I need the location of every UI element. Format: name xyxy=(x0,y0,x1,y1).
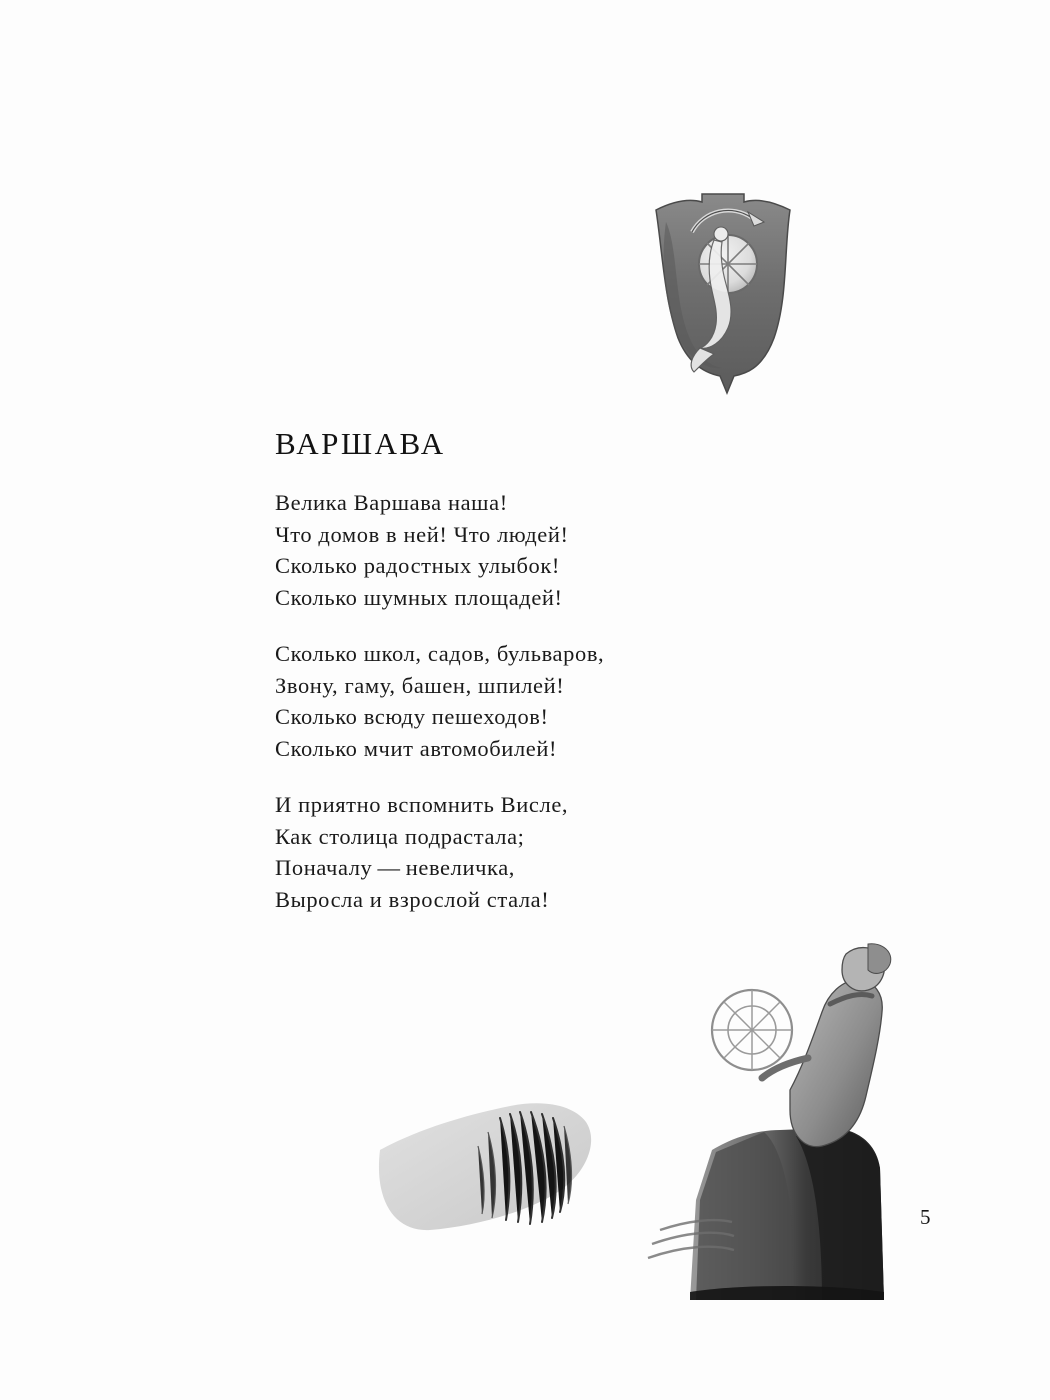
poem-line: Как столица подрастала; xyxy=(275,823,525,849)
poem-line: Сколько радостных улыбок! xyxy=(275,553,560,578)
stanza xyxy=(275,789,835,915)
page-number: 5 xyxy=(920,1205,931,1229)
poem-line: И приятно вспомнить Висле, xyxy=(275,792,569,817)
page-title: ВАРШАВА xyxy=(275,425,446,461)
poem-line: Звону, гаму, башен, шпилей! xyxy=(275,672,565,698)
poem-line: Сколько всюду пешеходов! xyxy=(275,704,549,729)
poem-line: Сколько шумных площадей! xyxy=(275,584,563,610)
poem-line: Поначалу — невеличка, xyxy=(275,855,516,880)
warsaw-mermaid-monument-illustration xyxy=(360,900,930,1300)
poem-line: Велика Варшава наша! xyxy=(275,490,508,515)
poem-body xyxy=(275,487,835,915)
poem-line: Сколько школ, садов, бульваров, xyxy=(275,641,605,666)
poem-line: Что домов в ней! Что людей! xyxy=(275,521,569,547)
poem-line: Выросла и взрослой стала! xyxy=(275,886,550,912)
poem-line: Сколько мчит автомобилей! xyxy=(275,735,558,761)
stanza xyxy=(275,638,835,764)
stanza xyxy=(275,487,835,613)
warsaw-coat-of-arms-icon xyxy=(648,188,798,398)
